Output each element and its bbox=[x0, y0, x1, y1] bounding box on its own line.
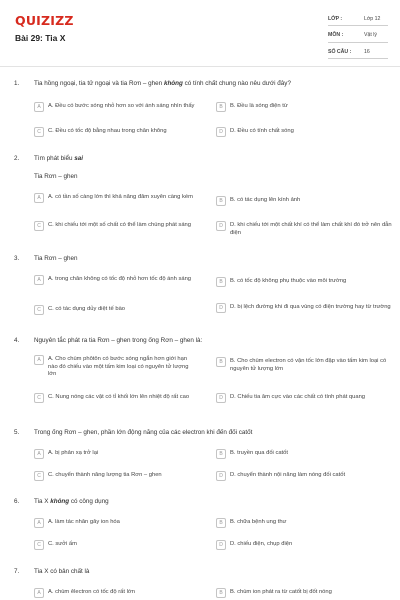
option-c[interactable] bbox=[34, 540, 198, 550]
option-text: B. Đều là sóng điện từ bbox=[230, 103, 288, 109]
meta-value: Lớp 12 bbox=[364, 15, 381, 22]
option-text: B. Cho chùm electron có vận tốc lớn đập vào tấm kim loại có nguyên tử lượng lớn bbox=[230, 358, 387, 372]
option-letter: A bbox=[34, 518, 44, 528]
question-text: Tia X không có công dụng bbox=[34, 498, 109, 505]
question-number: 1. bbox=[14, 80, 20, 87]
question-number: 2. bbox=[14, 155, 20, 162]
option-a[interactable] bbox=[34, 102, 198, 112]
option-a[interactable] bbox=[34, 588, 198, 598]
option-text: C. có tác dụng dủy diệt tế bào bbox=[48, 306, 126, 312]
meta-row-count bbox=[328, 45, 388, 59]
option-letter: C bbox=[34, 221, 44, 231]
option-d[interactable] bbox=[216, 127, 396, 137]
meta-label: LỚP : bbox=[328, 15, 343, 22]
option-letter: A bbox=[34, 449, 44, 459]
question-number: 5. bbox=[14, 429, 20, 436]
option-a[interactable] bbox=[34, 355, 198, 379]
meta-value: 16 bbox=[364, 48, 370, 55]
option-a[interactable] bbox=[34, 449, 198, 459]
option-letter: A bbox=[34, 275, 44, 285]
option-text: B. chùm ion phát ra từ catốt bị đốt nóng bbox=[230, 589, 332, 595]
option-letter: C bbox=[34, 393, 44, 403]
question-text: Tia Rơn – ghen bbox=[34, 255, 78, 262]
option-text: A. Đều có bước sóng nhỏ hơn so với ánh sáng nhìn thấy bbox=[48, 103, 195, 109]
option-text: A. trong chân không có tốc độ nhỏ hơn tốc độ ánh sáng bbox=[48, 276, 192, 282]
option-letter: D bbox=[216, 540, 226, 550]
option-text: B. có tác dụng lên kính ảnh bbox=[230, 197, 301, 203]
option-letter: C bbox=[34, 540, 44, 550]
option-letter: C bbox=[34, 471, 44, 481]
option-letter: D bbox=[216, 393, 226, 403]
option-letter: B bbox=[216, 196, 226, 206]
option-b[interactable] bbox=[216, 588, 396, 598]
question-subtext: Tia Rơn – ghen bbox=[34, 173, 78, 180]
page-title: Bài 29: Tia X bbox=[15, 33, 66, 43]
meta-info bbox=[328, 12, 388, 62]
option-text: C. Đều có tốc độ bằng nhau trong chân không bbox=[48, 128, 167, 134]
meta-row-subject bbox=[328, 29, 388, 43]
option-letter: B bbox=[216, 357, 226, 367]
option-letter: A bbox=[34, 355, 44, 365]
option-text: B. chữa bệnh ung thư bbox=[230, 519, 287, 525]
question-text: Tìm phát biểu sai bbox=[34, 155, 84, 162]
option-text: A. chùm êlectron có tốc độ rất lớn bbox=[48, 589, 135, 595]
option-text: C. khi chiếu tới một số chất có thể làm chúng phát sáng bbox=[48, 222, 192, 228]
option-letter: D bbox=[216, 127, 226, 137]
option-d[interactable] bbox=[216, 303, 396, 313]
question-text: Tia hồng ngoại, tia tử ngoại và tia Rơn – ghen không có tính chất chung nào nêu dưới đây? bbox=[34, 80, 291, 87]
option-b[interactable] bbox=[216, 277, 396, 287]
question-number: 7. bbox=[14, 568, 20, 575]
option-letter: D bbox=[216, 221, 226, 231]
question-text: Nguyên tắc phát ra tia Rơn – ghen trong ống Rơn – ghen là: bbox=[34, 337, 203, 344]
option-letter: D bbox=[216, 471, 226, 481]
option-letter: D bbox=[216, 303, 226, 313]
option-text: D. Chiếu tia âm cực vào các chất có tính phát quang bbox=[230, 394, 366, 400]
option-text: A. có tần số càng lớn thì khả năng đâm xuyên càng kém bbox=[48, 194, 193, 200]
option-text: D. bị lệch đường khi đi qua vùng có điện trường hay từ trường bbox=[230, 304, 391, 310]
option-c[interactable] bbox=[34, 127, 198, 137]
option-text: B. có tốc độ không phụ thuộc vào môi trường bbox=[230, 278, 347, 284]
question-text: Tia X có bản chất là bbox=[34, 568, 90, 575]
option-d[interactable] bbox=[216, 540, 396, 550]
question-number: 4. bbox=[14, 337, 20, 344]
option-d[interactable] bbox=[216, 471, 396, 481]
option-text: D. Đều có tính chất sóng bbox=[230, 128, 294, 134]
worksheet-header bbox=[0, 0, 400, 66]
option-letter: A bbox=[34, 588, 44, 598]
option-a[interactable] bbox=[34, 275, 198, 285]
option-letter: B bbox=[216, 588, 226, 598]
option-letter: B bbox=[216, 449, 226, 459]
option-d[interactable] bbox=[216, 393, 396, 403]
option-a[interactable] bbox=[34, 193, 198, 203]
option-letter: A bbox=[34, 193, 44, 203]
option-letter: B bbox=[216, 277, 226, 287]
option-letter: A bbox=[34, 102, 44, 112]
question-number: 6. bbox=[14, 498, 20, 505]
option-d[interactable] bbox=[216, 221, 396, 237]
option-c[interactable] bbox=[34, 393, 198, 403]
option-letter: B bbox=[216, 102, 226, 112]
option-c[interactable] bbox=[34, 471, 198, 481]
meta-label: SỐ CÂU : bbox=[328, 48, 352, 55]
option-text: C. sưởi ấm bbox=[48, 541, 77, 547]
option-b[interactable] bbox=[216, 449, 396, 459]
option-text: A. bị phản xạ trở lại bbox=[48, 450, 99, 456]
option-text: C. chuyển thành năng lượng tia Rơn – ghen bbox=[48, 472, 162, 478]
option-text: A. làm tác nhân gây ion hóa bbox=[48, 519, 120, 525]
option-letter: C bbox=[34, 127, 44, 137]
meta-label: MÔN : bbox=[328, 32, 344, 38]
option-b[interactable] bbox=[216, 357, 396, 373]
header-divider bbox=[0, 66, 400, 67]
option-text: A. Cho chùm phôtôn có bước sóng ngắn hơn giới hạn nào đó chiếu vào một tấm kim loại có nguyên tử lượng lớn bbox=[48, 356, 189, 378]
quizizz-logo: QUIZIZZ bbox=[15, 13, 74, 28]
option-letter: C bbox=[34, 305, 44, 315]
option-letter: B bbox=[216, 518, 226, 528]
option-b[interactable] bbox=[216, 102, 396, 112]
option-text: D. khi chiếu tới một chất khí có thể làm chất khí đó trở nên dẫn điện bbox=[230, 222, 392, 236]
meta-value: Vật lý bbox=[364, 32, 377, 38]
option-c[interactable] bbox=[34, 221, 198, 231]
option-text: C. Nung nóng các vật có tỉ khối lớn lên nhiệt độ rất cao bbox=[48, 394, 190, 400]
meta-row-class bbox=[328, 12, 388, 26]
option-b[interactable] bbox=[216, 518, 396, 528]
option-a[interactable] bbox=[34, 518, 198, 528]
option-b[interactable] bbox=[216, 196, 396, 206]
option-text: D. chiếu điện, chụp điện bbox=[230, 541, 293, 547]
question-text: Trong ống Rơn – ghen, phần lớn động năng của các electron khi đến đối catốt bbox=[34, 429, 253, 436]
option-text: D. chuyển thành nội năng làm nóng đối catốt bbox=[230, 472, 346, 478]
option-text: B. truyền qua đối catốt bbox=[230, 450, 289, 456]
question-number: 3. bbox=[14, 255, 20, 262]
option-c[interactable] bbox=[34, 305, 198, 315]
